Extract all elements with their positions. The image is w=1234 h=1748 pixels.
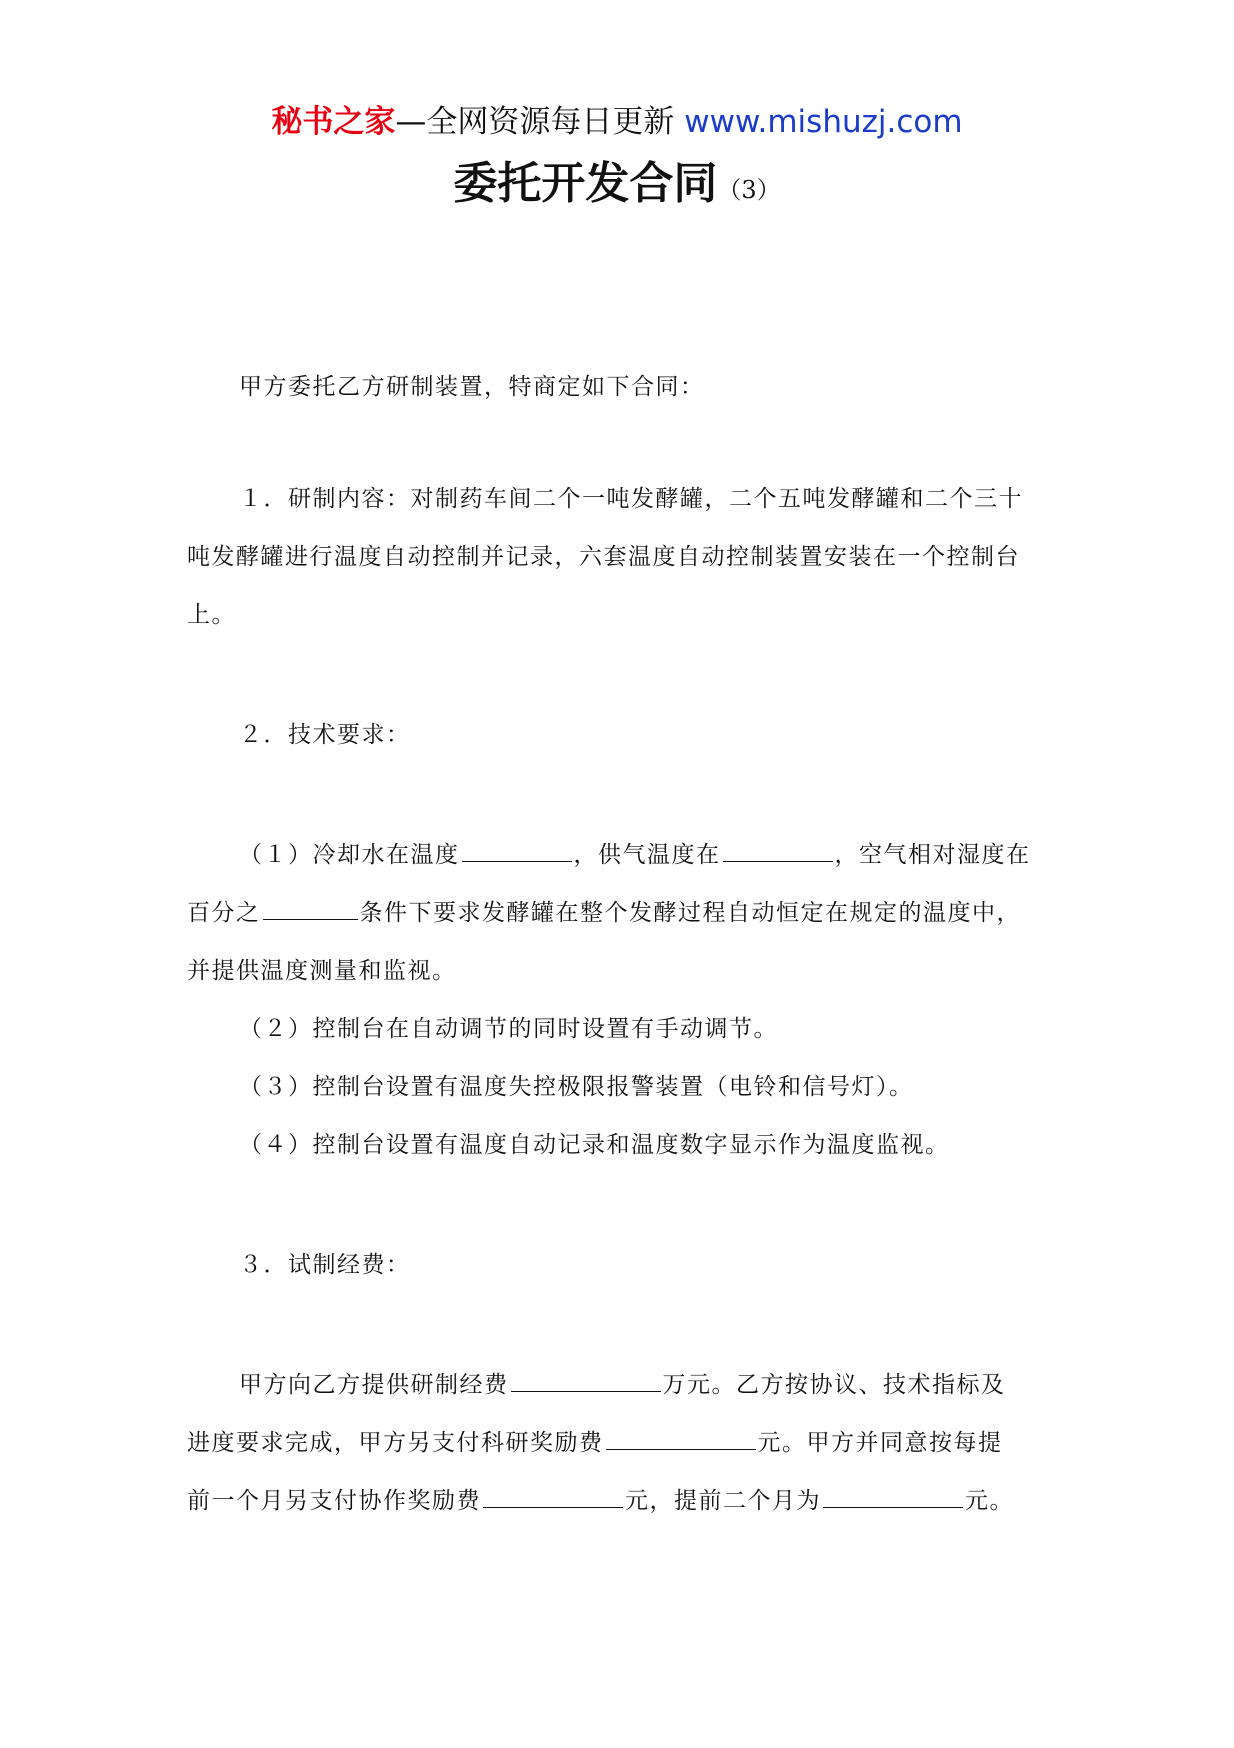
text-segment: ，空气相对湿度在: [834, 842, 1031, 868]
text-segment: 元。甲方并同意按每提: [757, 1430, 1003, 1456]
banner-tagline: —全网资源每日更新: [395, 104, 675, 140]
title-number: （3）: [717, 176, 781, 204]
section-2-item-1-line-1: [187, 826, 1031, 884]
section-3-line-3: [187, 1472, 1014, 1530]
text-segment: 甲方向乙方提供研制经费: [239, 1372, 509, 1398]
text-segment: 条件下要求发酵罐在整个发酵过程自动恒定在规定的温度中，: [359, 900, 1021, 926]
text-segment: ，供气温度在: [573, 842, 721, 868]
blank-research-reward[interactable]: [606, 1427, 756, 1450]
text-segment: 元，提前二个月为: [625, 1488, 821, 1514]
section-3-line-2: [187, 1414, 1003, 1472]
text-segment: （１）冷却水在温度: [239, 842, 460, 868]
text-segment: 元。: [965, 1488, 1014, 1514]
blank-air-supply-temp[interactable]: [723, 839, 833, 862]
section-3-heading: ３．试制经费：: [239, 1252, 411, 1278]
section-3-line-1: [187, 1356, 1006, 1414]
site-url-link[interactable]: www.mishuzj.com: [684, 104, 963, 140]
text-segment: 前一个月另支付协作奖励费: [187, 1488, 481, 1514]
text-segment: 万元。乙方按协议、技术指标及: [662, 1372, 1006, 1398]
blank-cooling-water-temp[interactable]: [462, 839, 572, 862]
section-1-line-3: 上。: [187, 602, 236, 628]
section-2-item-2: （２）控制台在自动调节的同时设置有手动调节。: [239, 1016, 778, 1042]
blank-humidity-percent[interactable]: [263, 897, 358, 920]
section-2-item-1-line-3: 并提供温度测量和监视。: [187, 958, 457, 984]
section-2-heading: ２．技术要求：: [239, 722, 411, 748]
section-1-line-2: 吨发酵罐进行温度自动控制并记录，六套温度自动控制装置安装在一个控制台: [187, 544, 1020, 570]
section-2-item-1-line-2: [187, 884, 1021, 942]
brand-name: 秘书之家: [271, 104, 396, 140]
blank-development-funds[interactable]: [511, 1369, 661, 1392]
intro-paragraph: 甲方委托乙方研制装置，特商定如下合同：: [239, 374, 705, 400]
blank-two-month-reward[interactable]: [823, 1485, 963, 1508]
title-text: 委托开发合同: [453, 158, 718, 209]
site-banner: [0, 100, 1234, 144]
section-2-item-4: （４）控制台设置有温度自动记录和温度数字显示作为温度监视。: [239, 1132, 950, 1158]
text-segment: 进度要求完成，甲方另支付科研奖励费: [187, 1430, 604, 1456]
blank-one-month-reward[interactable]: [483, 1485, 623, 1508]
section-1-line-1: １．研制内容：对制药车间二个一吨发酵罐，二个五吨发酵罐和二个三十: [239, 486, 1023, 512]
section-2-item-3: （３）控制台设置有温度失控极限报警装置（电铃和信号灯）。: [239, 1074, 914, 1100]
text-segment: 百分之: [187, 900, 261, 926]
document-title: [0, 154, 1234, 214]
